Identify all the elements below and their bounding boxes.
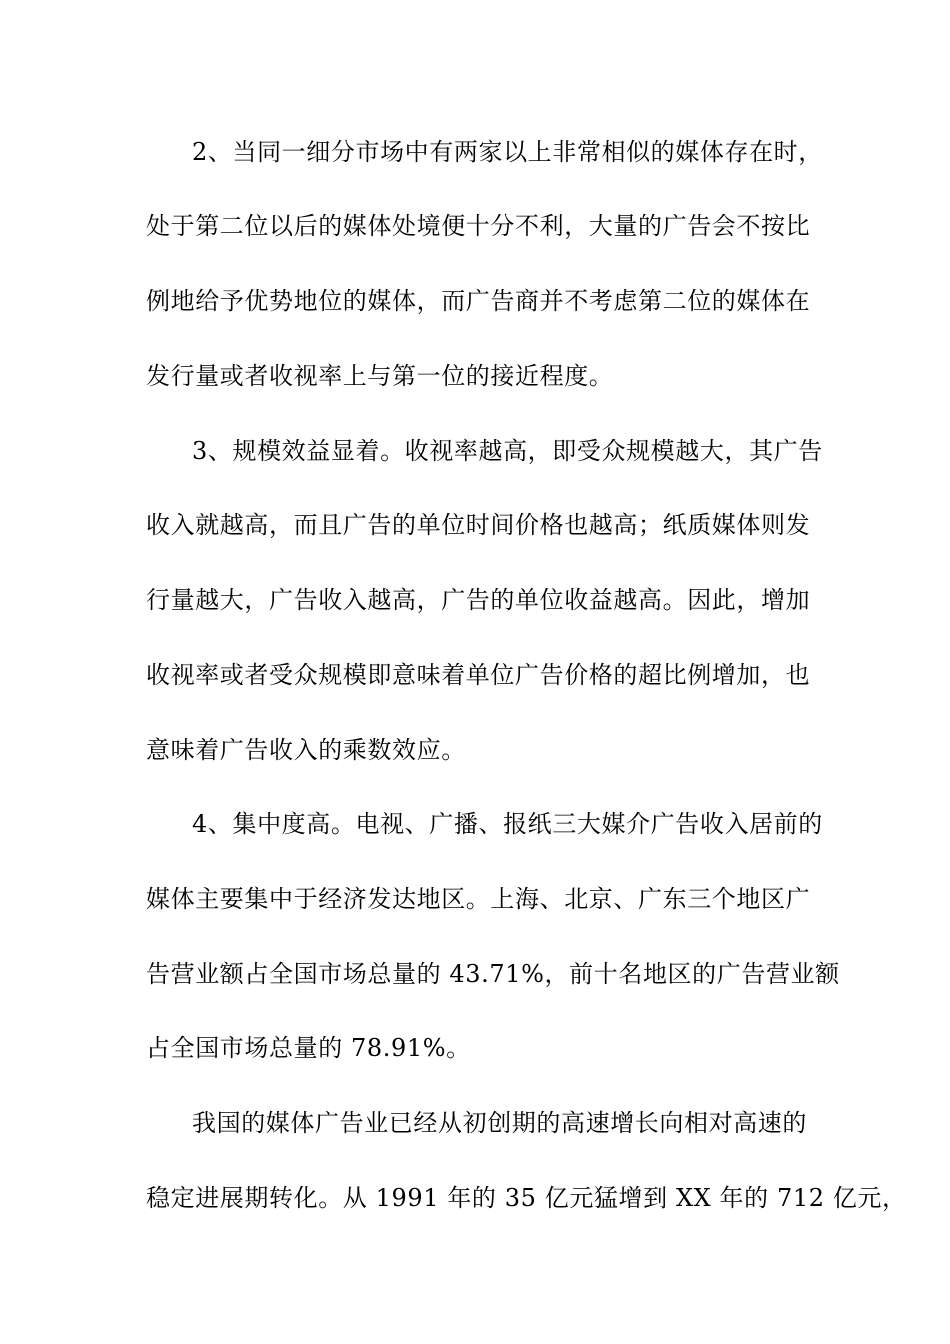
paragraph-2-line-1: 2、当同一细分市场中有两家以上非常相似的媒体存在时， bbox=[192, 138, 823, 166]
paragraph-4-line-1: 4、集中度高。电视、广播、报纸三大媒介广告收入居前的 bbox=[192, 810, 823, 838]
paragraph-4-line-3: 告营业额占全国市场总量的 43.71%，前十名地区的广告营业额 bbox=[146, 960, 840, 988]
paragraph-3-line-2: 收入就越高，而且广告的单位时间价格也越高；纸质媒体则发 bbox=[146, 511, 811, 539]
paragraph-2-line-3: 例地给予优势地位的媒体，而广告商并不考虑第二位的媒体在 bbox=[146, 287, 811, 315]
paragraph-3-line-5: 意味着广告收入的乘数效应。 bbox=[146, 736, 466, 764]
paragraph-4-line-4: 占全国市场总量的 78.91%。 bbox=[146, 1034, 471, 1062]
paragraph-5-line-1: 我国的媒体广告业已经从初创期的高速增长向相对高速的 bbox=[192, 1109, 807, 1137]
paragraph-5-line-2: 稳定进展期转化。从 1991 年的 35 亿元猛增到 XX 年的 712 亿元， bbox=[146, 1184, 907, 1212]
paragraph-2-line-2: 处于第二位以后的媒体处境便十分不利，大量的广告会不按比 bbox=[146, 212, 811, 240]
paragraph-2-line-4: 发行量或者收视率上与第一位的接近程度。 bbox=[146, 362, 614, 390]
paragraph-4-line-2: 媒体主要集中于经济发达地区。上海、北京、广东三个地区广 bbox=[146, 885, 811, 913]
paragraph-3-line-1: 3、规模效益显着。收视率越高，即受众规模越大，其广告 bbox=[192, 437, 823, 465]
paragraph-3-line-3: 行量越大，广告收入越高，广告的单位收益越高。因此，增加 bbox=[146, 586, 811, 614]
paragraph-3-line-4: 收视率或者受众规模即意味着单位广告价格的超比例增加，也 bbox=[146, 661, 811, 689]
